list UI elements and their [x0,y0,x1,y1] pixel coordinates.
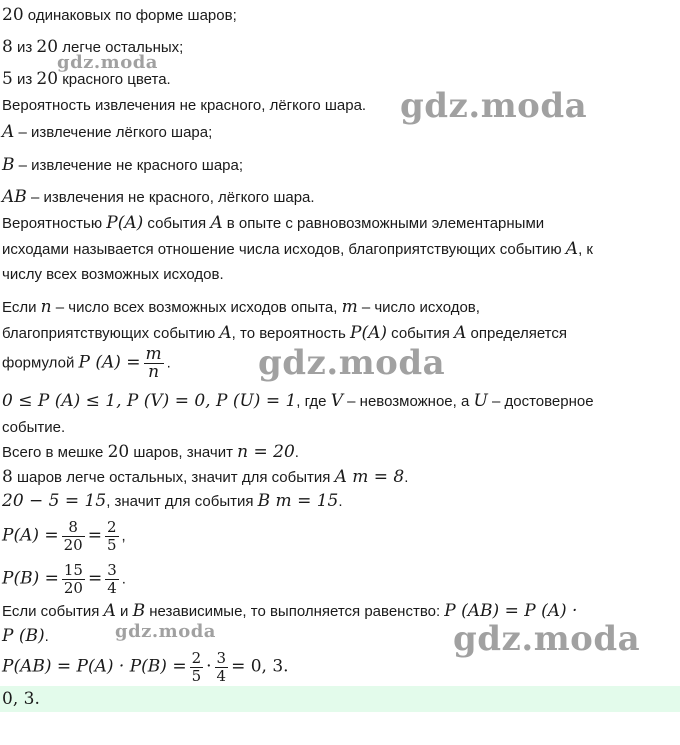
line-independence-1: Если события A и B независимые, то выполняется равенство: P (AB) = P (A) · [2,601,578,621]
line-event-b: B – извлечение не красного шара; [2,155,244,175]
line-formula-3: формулой P (A) = $\frac{m}{n}$ . [2,344,171,382]
fraction-15-20: $\frac{15}{20}$ [63,561,83,597]
line-event-word: событие. [2,419,66,436]
fraction-3-4: $\frac{3}{4}$ [107,561,117,597]
watermark-logo: gdz.moda [115,621,216,642]
line-count-total: 20 одинаковых по форме шаров; [2,5,237,25]
line-definition-2: исходами называется отношение числа исходов, благоприятствующих событию A, к [2,239,593,259]
watermark-logo: gdz.moda [453,619,641,659]
answer-highlight [0,686,680,712]
line-formula-2: благоприятствующих событию A, то вероятность P(A) события A определяется [2,323,568,343]
watermark-logo: gdz.moda [258,343,446,383]
line-red-count: 5 из 20 красного цвета. [2,69,171,89]
watermark-logo: gdz.moda [57,52,158,73]
line-event-a: A – извлечение лёгкого шара; [2,122,213,142]
line-probability-bounds: 0 ≤ P (A) ≤ 1, P (V) = 0, P (U) = 1, где V – невозможное, а U – достоверное [2,391,594,411]
line-formula-1: Если n – число всех возможных исходов опыта, m – число исходов, [2,297,480,317]
line-m-for-b: 20 − 5 = 15, значит для события B m = 15. [2,491,343,511]
line-definition-3: числу всех возможных исходов. [2,266,224,283]
fraction-8-20: $\frac{8}{20}$ [63,518,83,554]
answer-text: 0, 3. [2,689,40,709]
line-event-ab: AB – извлечения не красного, лёгкого шара. [2,187,315,207]
line-question: Вероятность извлечения не красного, лёгкого шара. [2,97,367,114]
line-p-a: P(A) = $\frac{8}{20}$ = $\frac{2}{5}$ , [2,518,126,554]
line-p-b: P(B) = $\frac{15}{20}$ = $\frac{3}{4}$ . [2,561,126,597]
fraction-2-5-b: $\frac{2}{5}$ [191,649,202,685]
fraction-m-n: $\frac{m}{n}$ [145,344,162,382]
line-definition-1: Вероятностью P(A) события A в опыте с равновозможными элементарными [2,213,545,233]
line-n-value: Всего в мешке 20 шаров, значит n = 20. [2,442,299,462]
watermark-logo: gdz.moda [400,86,588,126]
line-m-for-a: 8 шаров легче остальных, значит для события A m = 8. [2,467,409,487]
line-light-count: 8 из 20 легче остальных; [2,37,184,57]
fraction-3-4-b: $\frac{3}{4}$ [216,649,227,685]
line-independence-2: P (B). [2,626,49,646]
fraction-2-5: $\frac{2}{5}$ [106,518,117,554]
line-p-ab: P(AB) = P(A) · P(B) = $\frac{2}{5}$ · $\frac{3}{4}$ = 0, 3. [2,649,289,685]
